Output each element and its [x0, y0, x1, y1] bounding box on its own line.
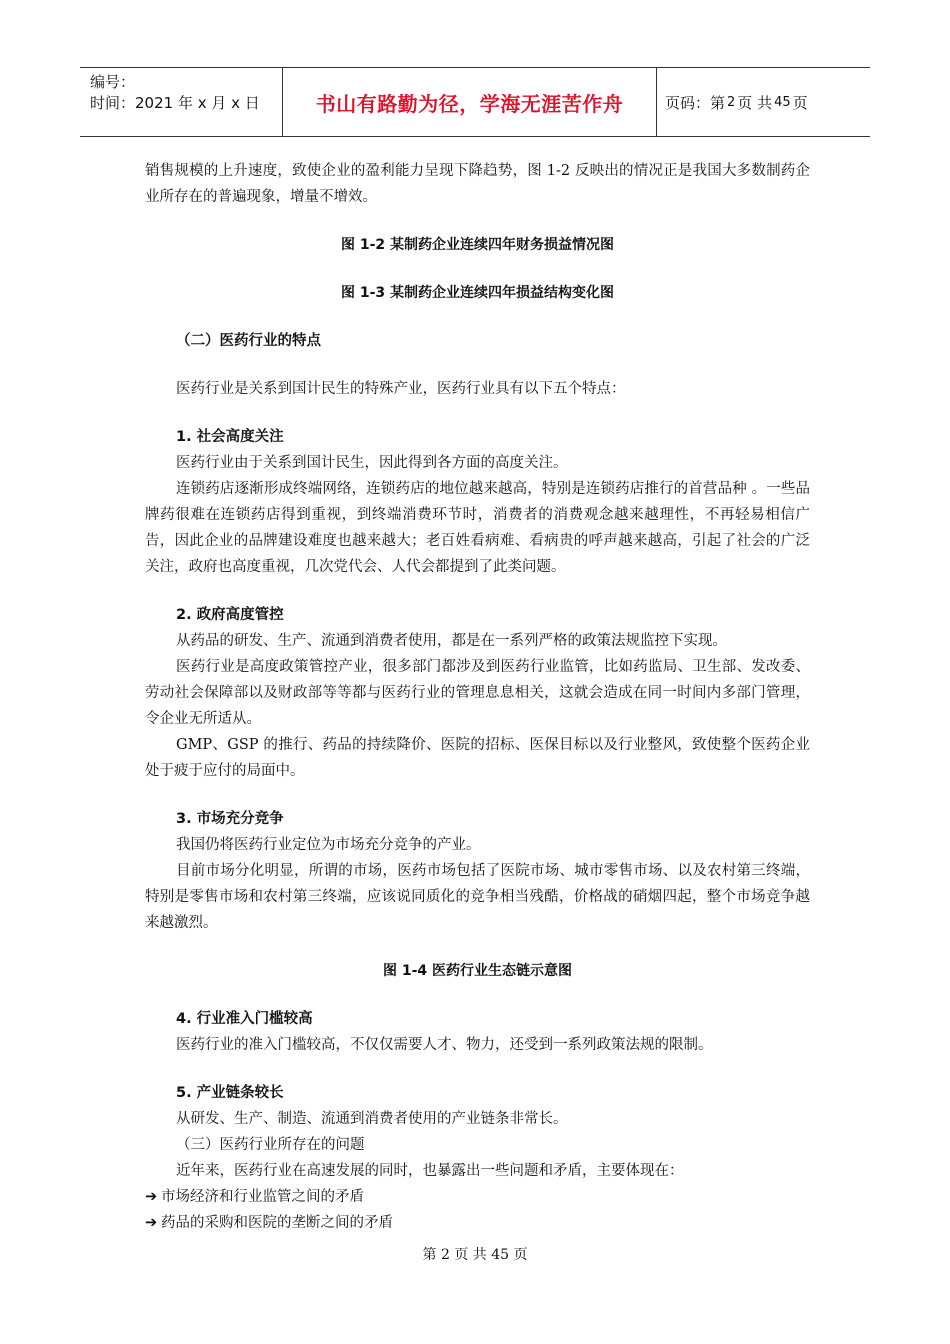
- section-2-intro: 医药行业是关系到国计民生的特殊产业，医药行业具有以下五个特点：: [176, 381, 626, 397]
- page-suffix: 页: [792, 93, 808, 112]
- header-page-info: [657, 68, 870, 136]
- list-item-text: 市场经济和行业监管之间的矛盾: [161, 1189, 364, 1205]
- header-motto: 书山有路勤为径，学海无涯苦作舟: [315, 91, 624, 116]
- subheading-4: 4. 行业准入门槛较高: [176, 1011, 313, 1027]
- subheading-2: 2. 政府高度管控: [176, 607, 284, 623]
- page-current: 2: [727, 94, 736, 110]
- section-heading-2: （二）医药行业的特点: [176, 333, 321, 349]
- header-motto-cell: [282, 68, 657, 136]
- paragraph: 从研发、生产、制造、流通到消费者使用的产业链条非常长。: [176, 1111, 568, 1127]
- figure-caption-1-4: 图 1-4 医药行业生态链示意图: [382, 963, 573, 979]
- subheading-5: 5. 产业链条较长: [176, 1085, 284, 1101]
- intro-paragraph: 销售规模的上升速度，致使企业的盈利能力呈现下降趋势，图 1-2 反映出的情况正是我国大多数制药企业所存在的普遍现象，增量不增效。: [145, 163, 810, 205]
- subheading-3: 3. 市场充分竞争: [176, 811, 284, 827]
- figure-caption-1-2: 图 1-2 某制药企业连续四年财务损益情况图: [340, 237, 615, 253]
- document-date-label: 时间：2021 年 x 月 x 日: [90, 94, 260, 112]
- header-meta: [80, 68, 282, 136]
- page-prefix: 页码：第: [665, 93, 726, 112]
- page-footer: 第 2 页 共 45 页: [422, 1247, 528, 1263]
- paragraph: 医药行业的准入门槛较高，不仅仅需要人才、物力，还受到一系列政策法规的限制。: [176, 1037, 713, 1053]
- page-header: [80, 67, 870, 137]
- paragraph: 我国仍将医药行业定位为市场充分竞争的产业。: [176, 837, 481, 853]
- paragraph: 连锁药店逐渐形成终端网络，连锁药店的地位越来越高，特别是连锁药店推行的首营品种 。一些品牌药很难在连锁药店得到重视，到终端消费环节时，消费者的消费观念越来越理性，不再轻易相信广告，因此企业的品牌建设难度也越来越大；老百姓看病难、看病贵的呼声越来越高，引起了社会的广泛关注，政府也高度重视，几次党代会、人代会都提到了此类问题。: [145, 481, 810, 575]
- figure-caption-1-3: 图 1-3 某制药企业连续四年损益结构变化图: [340, 285, 615, 301]
- document-number-label: 编号：: [90, 73, 136, 91]
- section-heading-3: （三）医药行业所存在的问题: [176, 1137, 365, 1153]
- list-item: [145, 1210, 810, 1236]
- page-middle: 页 共: [737, 93, 773, 112]
- paragraph: 医药行业由于关系到国计民生，因此得到各方面的高度关注。: [176, 455, 568, 471]
- arrow-right-icon: ➔: [145, 1189, 158, 1205]
- list-item: [145, 1184, 810, 1210]
- arrow-right-icon: ➔: [145, 1215, 158, 1231]
- list-item-text: 药品的采购和医院的垄断之间的矛盾: [161, 1215, 393, 1231]
- paragraph: 目前市场分化明显，所谓的市场，医药市场包括了医院市场、城市零售市场、以及农村第三终端，特别是零售市场和农村第三终端，应该说同质化的竞争相当残酷，价格战的硝烟四起，整个市场竞争越来越激烈。: [145, 863, 810, 931]
- paragraph: GMP、GSP 的推行、药品的持续降价、医院的招标、医保目标以及行业整风，致使整个医药企业处于疲于应付的局面中。: [145, 737, 810, 779]
- document-body: [145, 158, 810, 1236]
- subheading-1: 1. 社会高度关注: [176, 429, 284, 445]
- page-total: 45: [774, 94, 791, 110]
- paragraph: 医药行业是高度政策管控产业，很多部门都涉及到医药行业监管，比如药监局、卫生部、发改委、劳动社会保障部以及财政部等等都与医药行业的管理息息相关，这就会造成在同一时间内多部门管理，令企业无所适从。: [145, 659, 810, 727]
- paragraph: 从药品的研发、生产、流通到消费者使用，都是在一系列严格的政策法规监控下实现。: [176, 633, 727, 649]
- paragraph: 近年来，医药行业在高速发展的同时，也暴露出一些问题和矛盾，主要体现在：: [176, 1163, 684, 1179]
